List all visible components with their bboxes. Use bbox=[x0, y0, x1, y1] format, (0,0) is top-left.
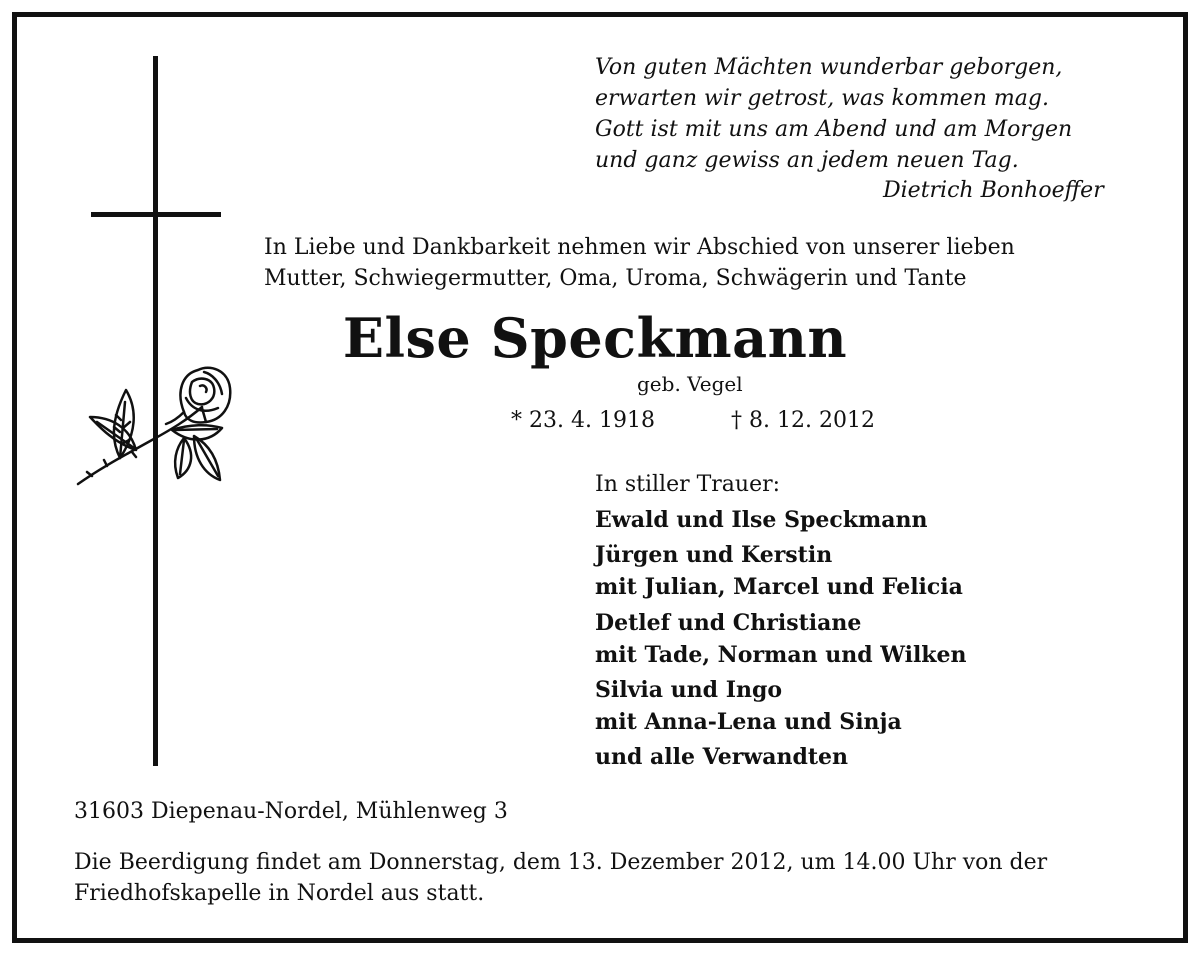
poem bbox=[595, 52, 1072, 176]
rose-icon bbox=[72, 362, 232, 492]
mourner-line: Ewald und Ilse Speckmann bbox=[595, 507, 928, 533]
intro-line: In Liebe und Dankbarkeit nehmen wir Abschied von unserer lieben bbox=[264, 235, 1015, 260]
address: 31603 Diepenau-Nordel, Mühlenweg 3 bbox=[74, 799, 508, 824]
poem-line: Gott ist mit uns am Abend und am Morgen bbox=[595, 117, 1073, 142]
poem-line: Von guten Mächten wunderbar geborgen, bbox=[595, 55, 1063, 80]
poem-author: Dietrich Bonhoeffer bbox=[883, 178, 1104, 203]
birth-date: * 23. 4. 1918 bbox=[511, 408, 655, 433]
mourner-line: mit Julian, Marcel und Felicia bbox=[595, 574, 963, 600]
mourner-line: Jürgen und Kerstin bbox=[595, 542, 833, 568]
cross-horizontal-beam bbox=[91, 212, 221, 217]
funeral-line: Friedhofskapelle in Nordel aus statt. bbox=[74, 881, 485, 906]
intro-line: Mutter, Schwiegermutter, Oma, Uroma, Schwägerin und Tante bbox=[264, 266, 967, 291]
death-date: † 8. 12. 2012 bbox=[731, 408, 875, 433]
poem-line: und ganz gewiss an jedem neuen Tag. bbox=[595, 148, 1019, 173]
mourner-line: Detlef und Christiane bbox=[595, 610, 862, 636]
deceased-name bbox=[0, 306, 1200, 370]
deceased-name-text: Else Speckmann bbox=[342, 306, 848, 370]
birth-name: geb. Vegel bbox=[637, 372, 743, 396]
poem-line: erwarten wir getrost, was kommen mag. bbox=[595, 86, 1049, 111]
funeral-line: Die Beerdigung findet am Donnerstag, dem 13. Dezember 2012, um 14.00 Uhr von der bbox=[74, 850, 1048, 875]
mourners-heading: In stiller Trauer: bbox=[595, 472, 781, 497]
mourner-line: mit Tade, Norman und Wilken bbox=[595, 642, 967, 668]
mourner-line: und alle Verwandten bbox=[595, 744, 849, 770]
mourner-line: mit Anna-Lena und Sinja bbox=[595, 709, 902, 735]
mourner-line: Silvia und Ingo bbox=[595, 677, 783, 703]
